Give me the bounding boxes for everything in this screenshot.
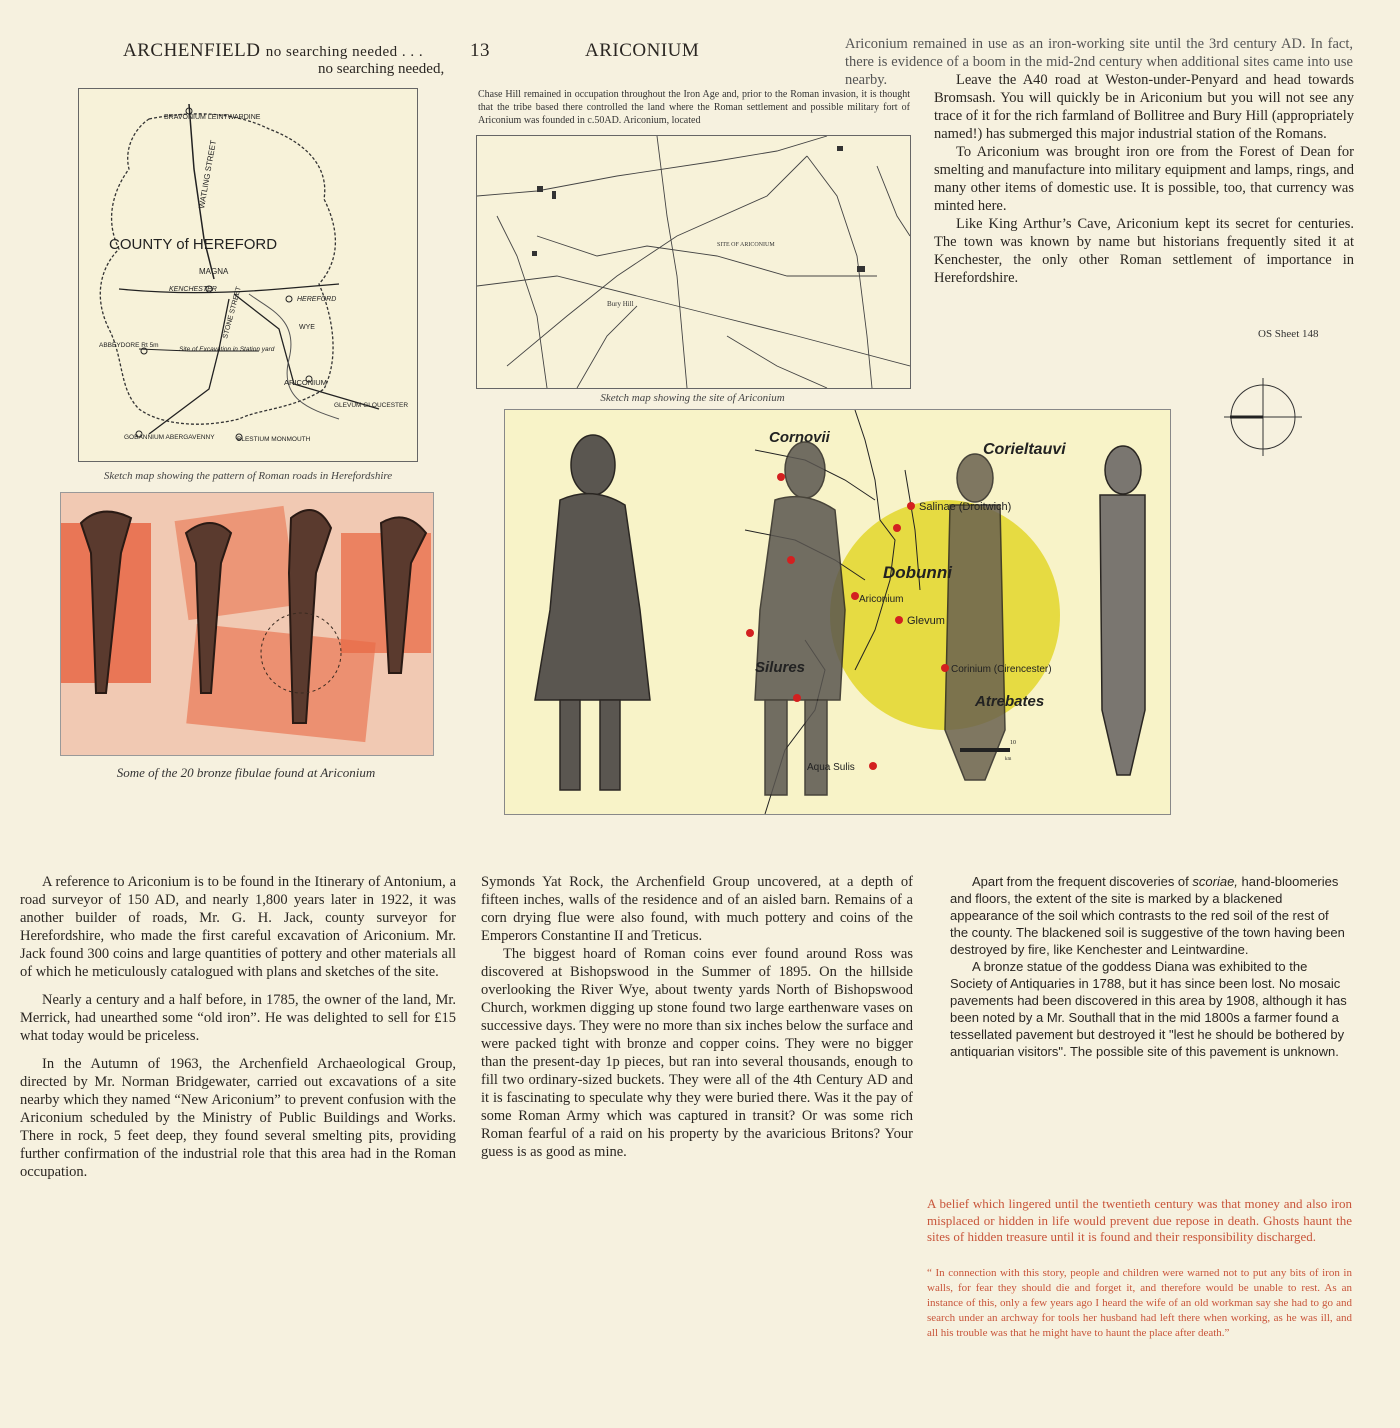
running-title-left bbox=[123, 40, 423, 62]
tribes-map-panel bbox=[504, 409, 1171, 815]
hereford-roads-map bbox=[78, 88, 418, 462]
place-label-glevum: Glevum bbox=[907, 615, 945, 627]
map-label-bravonium: BRAVONIUM LEINTWARDINE bbox=[164, 114, 261, 121]
symonds-yat-paragraph: Symonds Yat Rock, the Archenfield Group uncovered, at a depth of fifteen inches, walls of the residence and of an aisled barn. Remains of a corn drying flue were also found, with much pottery and coins of the Emperors Constantine II and Treticus. bbox=[481, 874, 913, 944]
map-label-hereford: HEREFORD bbox=[297, 296, 337, 303]
tribe-label-atrebates: Atrebates bbox=[975, 693, 1045, 710]
bottom-column-3 bbox=[950, 873, 1350, 1060]
statue-figure-4 bbox=[1100, 446, 1145, 775]
map-label-watling: WATLING STREET bbox=[197, 139, 219, 210]
iron-ore-paragraph: To Ariconium was brought iron ore from the Forest of Dean for smelting and manufacture into military equipment and lamps, rings, and many other items of domestic use. It is possible, too, that currency was minted here. bbox=[934, 144, 1354, 214]
svg-text:BRAVONIUM LEINTWARDINE bbox=[164, 114, 261, 121]
scale-bar bbox=[960, 748, 1010, 752]
statue-figure-1 bbox=[535, 435, 650, 790]
map-label-wye: WYE bbox=[299, 324, 315, 331]
site-map-label-site: SITE OF ARICONIUM bbox=[717, 242, 775, 248]
scale-unit: km bbox=[1005, 757, 1012, 762]
bottom-column-2 bbox=[481, 873, 913, 1161]
tribe-label-cornovii: Cornovii bbox=[769, 429, 830, 446]
place-label-aqua-sulis: Aqua Sulis bbox=[807, 762, 855, 773]
king-arthur-paragraph: Like King Arthur’s Cave, Ariconium kept its secret for centuries. The town was known by name but historians frequently sited it at Kenchester, the only other Roman settlement of importance in Herefordshire. bbox=[934, 216, 1354, 286]
bottom-column-1 bbox=[20, 873, 456, 1181]
map-label-ariconium: ARICONIUM bbox=[284, 378, 327, 387]
folklore-paragraph: A belief which lingered until the twentieth century was that money and also iron misplaced or hidden in life would prevent due repose in death. Ghosts haunt the sites of hidden treasure until it is found and their responsibility discharged. bbox=[927, 1196, 1352, 1244]
site-map-label-bury-hill: Bury Hill bbox=[607, 300, 634, 308]
place-label-corinium: Corinium (Cirencester) bbox=[951, 664, 1052, 675]
directions-paragraph: Leave the A40 road at Weston-under-Penyard and head towards Bromsash. You will quickly be in Ariconium but you will not see any trace of it for the rich farmland of Bollitree and Bury Hill (appropriately named!) has submerged this major industrial station of the Romans. bbox=[934, 72, 1354, 142]
map-label-gobannium: GOBANNIUM ABERGAVENNY bbox=[124, 434, 215, 441]
tribe-label-silures: Silures bbox=[755, 659, 806, 676]
boom-paragraph: Ariconium remained in use as an iron-working site until the 3rd century AD. In fact, there is evidence of a boom in the mid-2nd century when additional sites came into use nearby. bbox=[845, 36, 1353, 88]
coin-hoard-paragraph: The biggest hoard of Roman coins ever found around Ross was discovered at Bishopswood in the Summer of 1895. On the hillside overlooking the River Wye, about twenty yards North of Bishopswood Church, workmen digging up stone found two large earthenware vases on successive days. They were no more than six inches below the surface and were packed tight with bronze and copper coins. They were no bigger than the present-day 1p pieces, but ran into several thousands, enough to fill two ordinary-sized buckets. They were all of the 4th Century AD and it is fascinating to speculate why they were buried there. Was it the pay of some Roman Army which was captured in transit? Or was some rich Roman fearful of a raid on his property by the avaricious Britons? Your guess is as good as mine. bbox=[481, 946, 913, 1160]
statue-figure-2 bbox=[755, 442, 845, 795]
crosshair-icon bbox=[1222, 376, 1304, 463]
map-label-magna: MAGNA bbox=[199, 267, 229, 276]
scale-value: 10 bbox=[1010, 740, 1016, 746]
map-label-excavation: Site of Excavation in Station yard bbox=[179, 346, 275, 353]
map-label-glevum: GLEVUM GLOUCESTER bbox=[334, 402, 409, 409]
diana-statue-paragraph: A bronze statue of the goddess Diana was exhibited to the Society of Antiquaries in 1788, but it has since been lost. No mosaic pavements had been discovered in this area by 1908, although it has been noted by a Mr. Southall that in the mid 1800s a farmer found a tessellated pavement but destroyed it "lest he should be bothered by antiquarian visitors". The possible site of this pavement is unknown. bbox=[950, 959, 1347, 1059]
ariconium-site-map bbox=[476, 135, 911, 389]
tribe-label-dobunni: Dobunni bbox=[883, 563, 952, 582]
page-number: 13 bbox=[470, 40, 490, 61]
archenfield-subtitle-1: no searching needed . . . bbox=[265, 44, 424, 60]
place-label-salinae: Salinae (Droitwich) bbox=[919, 501, 1012, 513]
fibulae-photo bbox=[60, 492, 434, 756]
hereford-map-drawing bbox=[79, 89, 417, 461]
tribe-label-corieltauvi: Corieltauvi bbox=[983, 441, 1066, 458]
merrick-paragraph: Nearly a century and a half before, in 1785, the owner of the land, Mr. Merrick, had unearthed some “old iron”. He was delighted to sell for £15 what today would be priceless. bbox=[20, 992, 456, 1044]
folklore-quote: “ In connection with this story, people and children were warned not to put any bits of iron in walls, for fear they should die and forget it, and therefore would be unable to rest. As an instance of this, only a few years ago I heard the wife of an old workman say she had to go and search under an archway for tools her husband had left there when working, as he was ill, and all his trouble was that he might have to haunt the place after death.” bbox=[927, 1267, 1352, 1339]
place-label-ariconium: Ariconium bbox=[859, 594, 904, 605]
ariconium-title: ARICONIUM bbox=[585, 40, 700, 61]
fibulae-caption: Some of the 20 bronze fibulae found at Ariconium bbox=[116, 765, 376, 780]
directions-column bbox=[934, 71, 1354, 287]
hereford-map-caption: Sketch map showing the pattern of Roman roads in Herefordshire bbox=[103, 470, 393, 482]
map-label-kenchester: KENCHESTER bbox=[169, 286, 217, 293]
map-label-stone-street: STONE STREET bbox=[222, 285, 243, 340]
scoriae-paragraph: Apart from the frequent discoveries of scoriae, hand-bloomeries and floors, the extent of the site is marked by a blackened appearance of the soil which contrasts to the red soil of the rest of the county. The blackened soil is suggestive of the town having been destroyed by fire, like Kenchester and Leintwardine. bbox=[950, 874, 1345, 957]
archenfield-title: ARCHENFIELD bbox=[123, 40, 261, 61]
county-label: COUNTY of HEREFORD bbox=[109, 236, 278, 253]
new-ariconium-paragraph: In the Autumn of 1963, the Archenfield Archaeological Group, directed by Mr. Norman Bridgewater, carried out excavations of a site nearby which they named “New Ariconium” to prevent confusion with the Ariconium scheduled by the Ministry of Public Buildings and Works. There in rock, 5 feet deep, they found several smelting pits, providing further confirmation of the industrial role that this area had in the Roman occupation. bbox=[20, 1056, 456, 1180]
itinerary-paragraph: A reference to Ariconium is to be found in the Itinerary of Antonium, a road surveyor of 150 AD, and nearly 1,800 years later in 1922, it was another builder of roads, Mr. G. H. Jack, county surveyor for Herefordshire, who made the first careful excavation of Ariconium. Mr. Jack found 300 coins and large quantities of pottery and other materials all of which he meticulously catalogued with plans and sketches of the site. bbox=[20, 874, 456, 980]
archenfield-subtitle-2: no searching needed, bbox=[318, 61, 445, 77]
site-map-caption: Sketch map showing the site of Ariconium bbox=[600, 392, 785, 404]
chase-hill-intro: Chase Hill remained in occupation throughout the Iron Age and, prior to the Roman invasion, it is thought that the tribe based there controlled the land where the Roman settlement and possible military fort of Ariconium was founded in c.50AD. Ariconium, located bbox=[478, 89, 910, 126]
map-label-blestium: BLESTIUM MONMOUTH bbox=[237, 436, 311, 443]
map-label-abbeydore: ABBEYDORE Rt 5m bbox=[99, 342, 159, 349]
os-sheet-label: OS Sheet 148 bbox=[1258, 328, 1319, 340]
